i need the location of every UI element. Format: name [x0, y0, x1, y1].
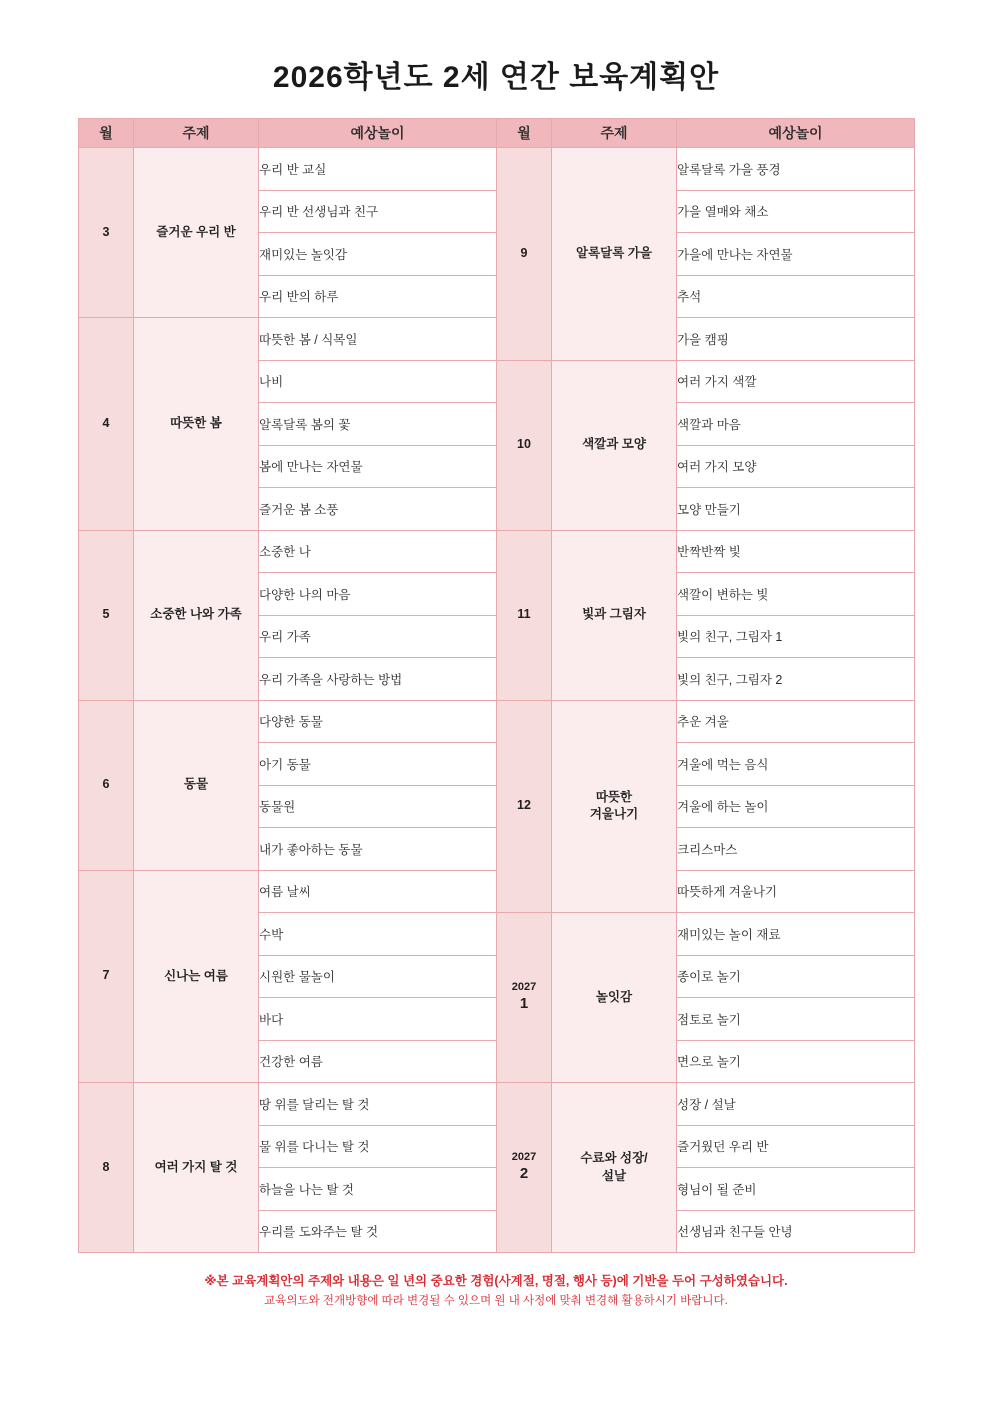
column-header-month-right: 월	[497, 119, 552, 148]
play-cell-left-3-1: 아기 동물	[259, 743, 497, 786]
note-secondary: 교육의도와 전개방향에 따라 변경될 수 있으며 원 내 사정에 맞춰 변경해 활용하시기 바랍니다.	[264, 1295, 728, 1308]
play-cell-right-4-3: 면으로 놀기	[677, 1040, 915, 1083]
theme-cell-left-0: 즐거운 우리 반	[134, 148, 259, 318]
theme-cell-left-2: 소중한 나와 가족	[134, 530, 259, 700]
play-cell-left-0-2: 재미있는 놀잇감	[259, 233, 497, 276]
theme-cell-left-5: 여러 가지 탈 것	[134, 1083, 259, 1253]
play-cell-right-2-1: 색깔이 변하는 빛	[677, 573, 915, 616]
play-cell-right-1-3: 모양 만들기	[677, 488, 915, 531]
month-year-label: 2027	[511, 1151, 537, 1164]
play-cell-left-5-2: 하늘을 나는 탈 것	[259, 1168, 497, 1211]
play-cell-right-2-3: 빛의 친구, 그림자 2	[677, 658, 915, 701]
month-cell-left-5: 8	[79, 1083, 134, 1253]
play-cell-left-1-2: 알록달록 봄의 꽃	[259, 403, 497, 446]
theme-cell-right-3: 따뜻한 겨울나기	[552, 700, 677, 913]
play-cell-right-1-2: 여러 가지 모양	[677, 445, 915, 488]
table-row	[79, 700, 915, 743]
play-cell-right-3-0: 추운 겨울	[677, 700, 915, 743]
play-cell-right-4-2: 점토로 놀기	[677, 998, 915, 1041]
month-cell-left-2: 5	[79, 530, 134, 700]
play-cell-left-4-1: 수박	[259, 913, 497, 956]
month-number-label: 2	[519, 1165, 529, 1182]
month-cell-left-0: 3	[79, 148, 134, 318]
theme-cell-left-1: 따뜻한 봄	[134, 318, 259, 531]
month-cell-right-2: 11	[497, 530, 552, 700]
month-cell-left-4: 7	[79, 870, 134, 1083]
table-row	[79, 530, 915, 573]
note-primary: ※본 교육계획안의 주제와 내용은 일 년의 중요한 경험(사계절, 명절, 행사 등)에 기반을 두어 구성하였습니다.	[204, 1274, 788, 1288]
month-cell-left-3: 6	[79, 700, 134, 870]
play-cell-left-0-3: 우리 반의 하루	[259, 275, 497, 318]
play-cell-left-2-1: 다양한 나의 마음	[259, 573, 497, 616]
play-cell-left-0-1: 우리 반 선생님과 친구	[259, 190, 497, 233]
table-header	[79, 119, 915, 148]
month-cell-right-3: 12	[497, 700, 552, 913]
play-cell-right-2-2: 빛의 친구, 그림자 1	[677, 615, 915, 658]
play-cell-right-5-0: 성장 / 설날	[677, 1083, 915, 1126]
theme-cell-right-4: 놀잇감	[552, 913, 677, 1083]
table-body	[79, 148, 915, 1253]
play-cell-right-0-0: 알록달록 가을 풍경	[677, 148, 915, 191]
annual-plan-table	[78, 118, 915, 1253]
month-number-label: 1	[519, 995, 529, 1012]
play-cell-right-2-0: 반짝반짝 빛	[677, 530, 915, 573]
play-cell-right-5-3: 선생님과 친구들 안녕	[677, 1210, 915, 1253]
play-cell-left-1-1: 나비	[259, 360, 497, 403]
play-cell-left-2-3: 우리 가족을 사랑하는 방법	[259, 658, 497, 701]
theme-cell-right-2: 빛과 그림자	[552, 530, 677, 700]
play-cell-right-4-1: 종이로 놀기	[677, 955, 915, 998]
play-cell-right-5-1: 즐거웠던 우리 반	[677, 1125, 915, 1168]
play-cell-left-4-4: 건강한 여름	[259, 1040, 497, 1083]
play-cell-left-1-4: 즐거운 봄 소풍	[259, 488, 497, 531]
column-header-play-right: 예상놀이	[677, 119, 915, 148]
play-cell-right-3-3: 크리스마스	[677, 828, 915, 871]
theme-cell-right-1: 색깔과 모양	[552, 360, 677, 530]
footer-notes	[78, 1271, 914, 1312]
play-cell-left-4-3: 바다	[259, 998, 497, 1041]
play-cell-left-3-0: 다양한 동물	[259, 700, 497, 743]
month-cell-right-4	[497, 913, 552, 1083]
table-row	[79, 1083, 915, 1126]
play-cell-right-0-1: 가을 열매와 채소	[677, 190, 915, 233]
page-title: 2026학년도 2세 연간 보육계획안	[272, 61, 720, 94]
play-cell-right-0-3: 추석	[677, 275, 915, 318]
play-cell-left-1-3: 봄에 만나는 자연물	[259, 445, 497, 488]
play-cell-left-5-0: 땅 위를 달리는 탈 것	[259, 1083, 497, 1126]
play-cell-left-3-3: 내가 좋아하는 동물	[259, 828, 497, 871]
table-header-row	[79, 119, 915, 148]
column-header-play-left: 예상놀이	[259, 119, 497, 148]
play-cell-right-1-1: 색깔과 마음	[677, 403, 915, 446]
play-cell-left-2-2: 우리 가족	[259, 615, 497, 658]
theme-cell-right-0: 알록달록 가을	[552, 148, 677, 361]
play-cell-left-2-0: 소중한 나	[259, 530, 497, 573]
play-cell-right-0-2: 가을에 만나는 자연물	[677, 233, 915, 276]
month-year-label: 2027	[511, 981, 537, 994]
column-header-theme-left: 주제	[134, 119, 259, 148]
play-cell-right-4-0: 재미있는 놀이 재료	[677, 913, 915, 956]
play-cell-left-1-0: 따뜻한 봄 / 식목일	[259, 318, 497, 361]
play-cell-right-3-4: 따뜻하게 겨울나기	[677, 870, 915, 913]
play-cell-left-0-0: 우리 반 교실	[259, 148, 497, 191]
month-cell-right-0: 9	[497, 148, 552, 361]
play-cell-right-5-2: 형님이 될 준비	[677, 1168, 915, 1211]
table-row	[79, 148, 915, 191]
theme-cell-right-5: 수료와 성장/ 설날	[552, 1083, 677, 1253]
play-cell-right-3-1: 겨울에 먹는 음식	[677, 743, 915, 786]
play-cell-left-5-1: 물 위를 다니는 탈 것	[259, 1125, 497, 1168]
play-cell-right-3-2: 겨울에 하는 놀이	[677, 785, 915, 828]
column-header-theme-right: 주제	[552, 119, 677, 148]
theme-cell-left-4: 신나는 여름	[134, 870, 259, 1083]
column-header-month-left: 월	[79, 119, 134, 148]
play-cell-left-5-3: 우리를 도와주는 탈 것	[259, 1210, 497, 1253]
month-cell-right-1: 10	[497, 360, 552, 530]
play-cell-left-3-2: 동물원	[259, 785, 497, 828]
play-cell-left-4-2: 시원한 물놀이	[259, 955, 497, 998]
month-cell-right-5	[497, 1083, 552, 1253]
play-cell-right-0-4: 가을 캠핑	[677, 318, 915, 361]
play-cell-right-1-0: 여러 가지 색깔	[677, 360, 915, 403]
play-cell-left-4-0: 여름 날씨	[259, 870, 497, 913]
theme-cell-left-3: 동물	[134, 700, 259, 870]
month-cell-left-1: 4	[79, 318, 134, 531]
